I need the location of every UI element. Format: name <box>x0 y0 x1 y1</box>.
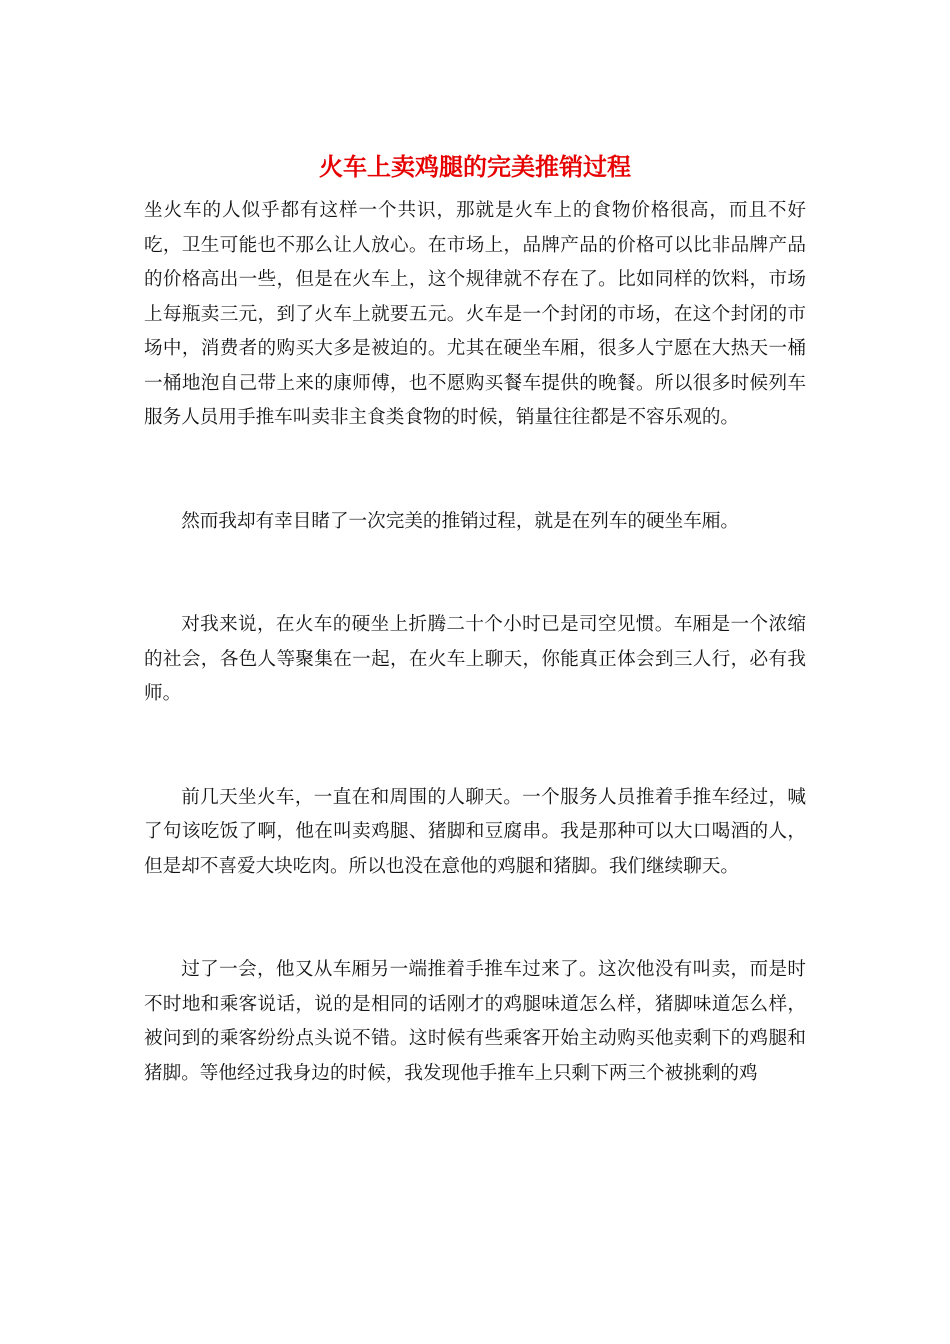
paragraph-gap <box>144 884 806 953</box>
document-title: 火车上卖鸡腿的完美推销过程 <box>319 153 631 181</box>
paragraph-3: 对我来说，在火车的硬坐上折腾二十个小时已是司空见惯。车厢是一个浓缩的社会，各色人等聚集在一起，在火车上聊天，你能真正体会到三人行，必有我师。 <box>144 614 806 704</box>
paragraph-5: 过了一会，他又从车厢另一端推着手推车过来了。这次他没有叫卖，而是时不时地和乘客说话，说的是相同的话刚才的鸡腿味道怎么样，猪脚味道怎么样，被问到的乘客纷纷点头说不错。这时候有些乘客开始主动购买他卖剩下的鸡腿和猪脚。等他经过我身边的时候，我发现他手推车上只剩下两三个被挑剩的鸡 <box>144 959 806 1084</box>
document-body <box>144 194 806 1091</box>
paragraph-gap <box>144 539 806 608</box>
paragraph-4: 前几天坐火车，一直在和周围的人聊天。一个服务人员推着手推车经过，喊了句该吃饭了啊，他在叫卖鸡腿、猪脚和豆腐串。我是那种可以大口喝酒的人，但是却不喜爱大块吃肉。所以也没在意他的鸡腿和猪脚。我们继续聊天。 <box>144 786 806 877</box>
paragraph-1: 坐火车的人似乎都有这样一个共识，那就是火车上的食物价格很高，而且不好吃，卫生可能也不那么让人放心。在市场上，品牌产品的价格可以比非品牌产品的价格高出一些，但是在火车上，这个规律就不存在了。比如同样的饮料，市场上每瓶卖三元，到了火车上就要五元。火车是一个封闭的市场，在这个封闭的市场中，消费者的购买大多是被迫的。尤其在硬坐车厢，很多人宁愿在大热天一桶一桶地泡自己带上来的康师傅，也不愿购买餐车提供的晚餐。所以很多时候列车服务人员用手推车叫卖非主食类食物的时候，销量往往都是不容乐观的。 <box>144 200 806 428</box>
paragraph-gap <box>144 712 806 781</box>
paragraph-gap <box>144 436 806 505</box>
paragraph-2: 然而我却有幸目睹了一次完美的推销过程，就是在列车的硬坐车厢。 <box>181 510 740 532</box>
